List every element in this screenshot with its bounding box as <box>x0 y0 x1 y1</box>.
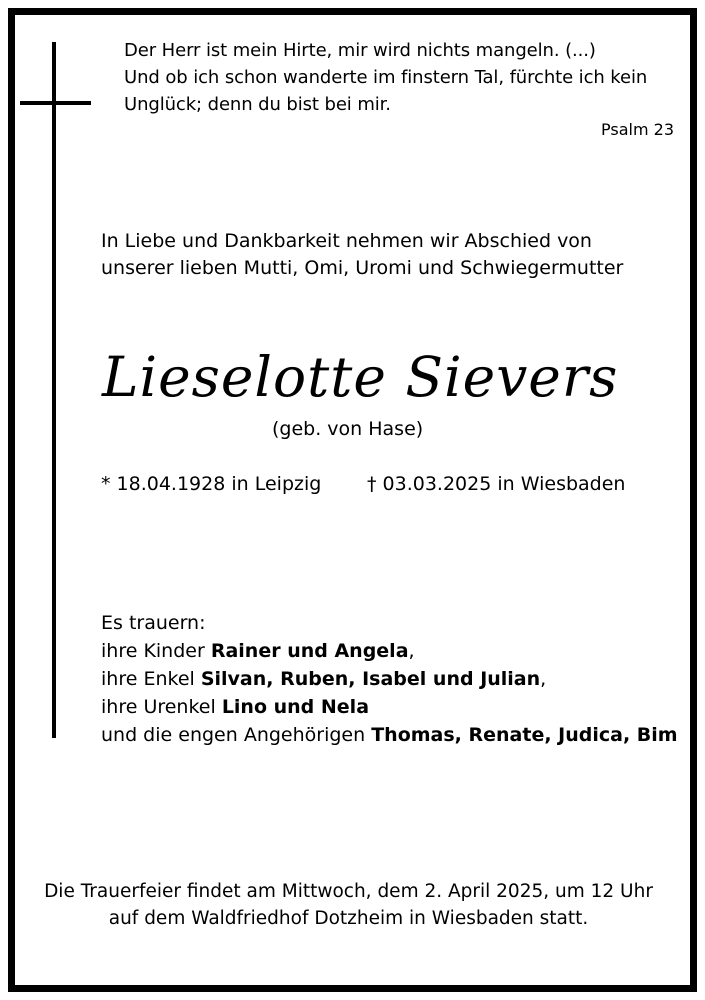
mourner-punct: , <box>408 640 415 662</box>
mourner-row <box>101 665 678 693</box>
mourner-names: Thomas, Renate, Judica, Bim <box>371 724 678 746</box>
birth-date: * 18.04.1928 in Leipzig <box>101 473 322 495</box>
deceased-name: Lieselotte Sievers <box>102 345 619 409</box>
cross-horizontal-bar <box>20 101 91 105</box>
psalm-reference: Psalm 23 <box>601 120 674 139</box>
mourner-row <box>101 637 678 665</box>
funeral-line: auf dem Waldfriedhof Dotzheim in Wiesbaden statt. <box>108 908 589 929</box>
mourner-names: Rainer und Angela <box>210 640 409 662</box>
obituary-frame <box>8 8 697 992</box>
mourner-relation: und die engen Angehörigen <box>101 724 372 746</box>
intro-text <box>101 228 623 282</box>
psalm-line: Der Herr ist mein Hirte, mir wird nichts mangeln. (...) <box>124 40 596 61</box>
psalm-line: Unglück; denn du bist bei mir. <box>124 94 391 115</box>
mourner-relation: ihre Urenkel <box>101 696 222 718</box>
funeral-line: Die Trauerfeier findet am Mittwoch, dem 2. April 2025, um 12 Uhr <box>44 881 653 902</box>
cross-vertical-bar <box>52 42 56 738</box>
mourner-punct: , <box>540 668 547 690</box>
mourners-list <box>101 609 678 749</box>
mourner-relation: ihre Enkel <box>101 668 201 690</box>
mourners-heading: Es trauern: <box>101 612 206 634</box>
psalm-quote <box>124 37 684 118</box>
intro-line: In Liebe und Dankbarkeit nehmen wir Abschied von <box>101 230 592 252</box>
funeral-notice <box>0 878 697 932</box>
death-date: † 03.03.2025 in Wiesbaden <box>367 473 626 495</box>
intro-line: unserer lieben Mutti, Omi, Uromi und Schwiegermutter <box>101 257 624 279</box>
mourner-relation: ihre Kinder <box>101 640 211 662</box>
mourner-names: Lino und Nela <box>221 696 370 718</box>
maiden-name: (geb. von Hase) <box>272 418 424 440</box>
mourner-names: Silvan, Ruben, Isabel und Julian <box>200 668 541 690</box>
mourner-row <box>101 693 678 721</box>
mourner-row <box>101 721 678 749</box>
psalm-line: Und ob ich schon wanderte im finstern Tal, fürchte ich kein <box>124 67 648 88</box>
